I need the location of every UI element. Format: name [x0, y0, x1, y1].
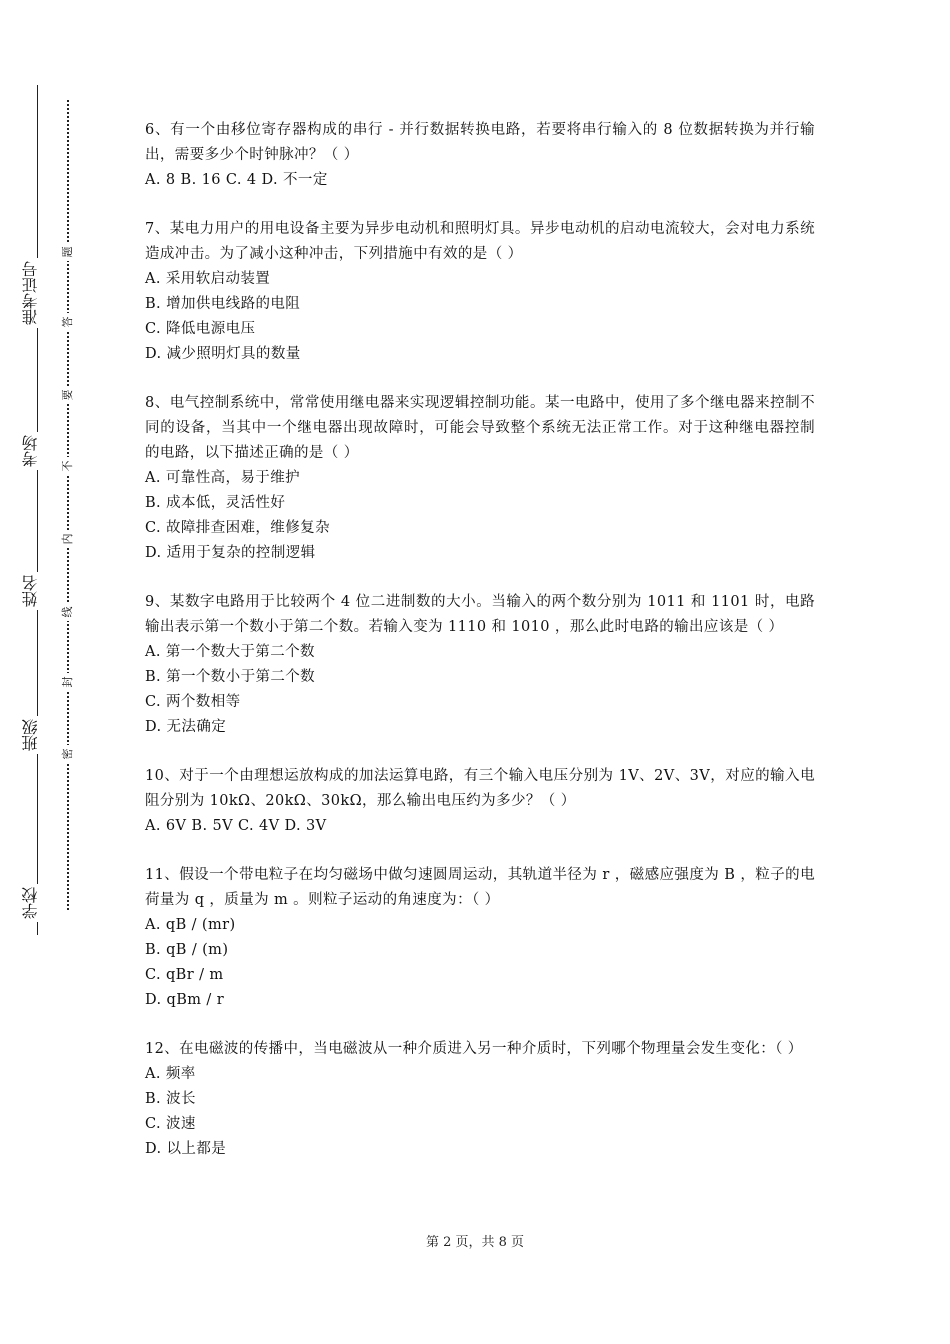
- option-b: B. 第一个数小于第二个数: [145, 669, 316, 685]
- option-d: D. qBm / r: [145, 992, 225, 1008]
- seal-char: 密: [60, 745, 76, 763]
- question-10: [145, 764, 815, 839]
- question-stem: 6、有一个由移位寄存器构成的串行 - 并行数据转换电路，若要将串行输入的 8 位数据转换为并行输出，需要多少个时钟脉冲？（ ）: [145, 122, 815, 163]
- question-options: A. 8 B. 16 C. 4 D. 不一定: [145, 172, 328, 188]
- school-label: 学校: [22, 884, 52, 922]
- option-c: C. 降低电源电压: [145, 321, 256, 337]
- question-stem: 7、某电力用户的用电设备主要为异步电动机和照明灯具。异步电动机的启动电流较大，会对电力系统造成冲击。为了减小这种冲击，下列措施中有效的是（ ）: [145, 221, 815, 262]
- question-9: [145, 590, 815, 740]
- seal-char: 答: [60, 313, 76, 331]
- seal-char: 不: [60, 457, 76, 475]
- question-11: [145, 863, 815, 1013]
- option-a: A. qB / (mr): [145, 917, 236, 933]
- option-b: B. 波长: [145, 1091, 196, 1107]
- option-d: D. 适用于复杂的控制逻辑: [145, 545, 316, 561]
- seal-char: 题: [60, 243, 76, 261]
- question-options: A. 6V B. 5V C. 4V D. 3V: [145, 818, 327, 834]
- exam-room-label: 考场: [22, 432, 52, 470]
- option-d: D. 以上都是: [145, 1141, 227, 1157]
- option-b: B. 成本低，灵活性好: [145, 495, 286, 511]
- question-12: [145, 1037, 815, 1162]
- option-c: C. 两个数相等: [145, 694, 241, 710]
- question-6: [145, 118, 815, 193]
- question-stem: 11、假设一个带电粒子在均匀磁场中做匀速圆周运动，其轨道半径为 r ，磁感应强度为 B ，粒子的电荷量为 q ，质量为 m 。则粒子运动的角速度为：（ ）: [145, 867, 815, 908]
- page-number: 第 2 页，共 8 页: [425, 1235, 525, 1250]
- option-c: C. 波速: [145, 1116, 196, 1132]
- binding-margin: [0, 0, 110, 1344]
- option-a: A. 采用软启动装置: [145, 271, 271, 287]
- question-stem: 9、某数字电路用于比较两个 4 位二进制数的大小。当输入的两个数分别为 1011 和 1101 时，电路输出表示第一个数小于第二个数。若输入变为 1110 和 1010 ，那么此时电路的输出应该是（ ）: [145, 594, 815, 635]
- option-a: A. 第一个数大于第二个数: [145, 644, 315, 660]
- question-stem: 8、电气控制系统中，常常使用继电器来实现逻辑控制功能。某一电路中，使用了多个继电器来控制不同的设备，当其中一个继电器出现故障时，可能会导致整个系统无法正常工作。对于这种继电器控制的电路，以下描述正确的是（ ）: [145, 395, 815, 461]
- option-c: C. 故障排查困难，维修复杂: [145, 520, 330, 536]
- question-8: [145, 391, 815, 566]
- binding-solid-line: [37, 85, 38, 935]
- option-c: C. qBr / m: [145, 967, 224, 983]
- option-d: D. 减少照明灯具的数量: [145, 346, 301, 362]
- seal-char: 封: [60, 673, 76, 691]
- class-label: 班级: [22, 716, 52, 754]
- seal-dotted-line: [67, 100, 69, 910]
- seal-char: 内: [60, 530, 76, 548]
- option-b: B. qB / (m): [145, 942, 229, 958]
- seal-char: 要: [60, 386, 76, 404]
- question-stem: 12、在电磁波的传播中，当电磁波从一种介质进入另一种介质时，下列哪个物理量会发生变化：（ ）: [145, 1041, 803, 1057]
- option-a: A. 可靠性高，易于维护: [145, 470, 300, 486]
- question-stem: 10、对于一个由理想运放构成的加法运算电路，有三个输入电压分别为 1V、2V、3V，对应的输入电阻分别为 10kΩ、20kΩ、30kΩ，那么输出电压约为多少？（ ）: [145, 768, 815, 809]
- option-d: D. 无法确定: [145, 719, 227, 735]
- name-label: 姓名: [22, 572, 52, 610]
- question-7: [145, 217, 815, 367]
- seal-char: 线: [60, 603, 76, 621]
- question-list: [145, 118, 815, 1186]
- option-b: B. 增加供电线路的电阻: [145, 296, 301, 312]
- option-a: A. 频率: [145, 1066, 196, 1082]
- exam-number-label: 准考证号: [22, 258, 52, 328]
